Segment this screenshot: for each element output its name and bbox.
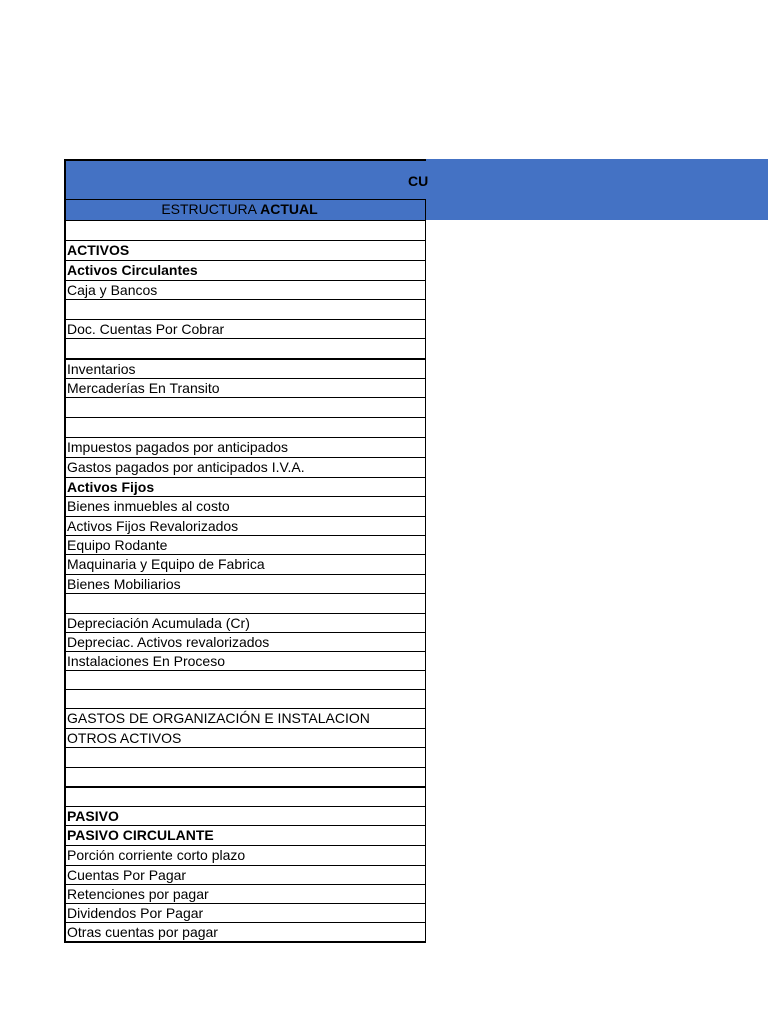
account-label: Doc. Cuentas Por Cobrar xyxy=(67,321,225,337)
empty-row[interactable] xyxy=(66,670,425,689)
account-row[interactable] xyxy=(66,477,425,496)
account-row[interactable] xyxy=(66,516,425,535)
account-row[interactable] xyxy=(66,922,425,941)
account-label: PASIVO CIRCULANTE xyxy=(67,827,214,843)
account-row[interactable] xyxy=(66,613,425,632)
account-row[interactable] xyxy=(66,457,425,477)
account-row[interactable] xyxy=(66,903,425,922)
empty-row[interactable] xyxy=(66,397,425,417)
account-label: GASTOS DE ORGANIZACIÓN E INSTALACION xyxy=(67,710,370,726)
account-label: Depreciac. Activos revalorizados xyxy=(67,634,270,650)
account-rows xyxy=(64,220,426,943)
account-label: Impuestos pagados por anticipados xyxy=(67,439,289,455)
account-label: Retenciones por pagar xyxy=(67,886,209,902)
account-label: Equipo Rodante xyxy=(67,537,168,553)
structure-header-cell[interactable] xyxy=(64,199,426,220)
header-title: CU xyxy=(408,173,429,189)
account-row[interactable] xyxy=(66,708,425,728)
account-label: OTROS ACTIVOS xyxy=(67,730,182,746)
account-row[interactable] xyxy=(66,845,425,865)
account-row[interactable] xyxy=(66,240,425,260)
account-row[interactable] xyxy=(66,535,425,554)
account-label: Caja y Bancos xyxy=(67,282,158,298)
account-row[interactable] xyxy=(66,865,425,884)
structure-label-bold: ACTUAL xyxy=(260,201,318,217)
account-row[interactable] xyxy=(66,496,425,516)
empty-row[interactable] xyxy=(66,767,425,786)
account-label: Cuentas Por Pagar xyxy=(67,867,187,883)
account-row[interactable] xyxy=(66,884,425,903)
account-label: Activos Fijos xyxy=(67,479,155,495)
account-row[interactable] xyxy=(66,280,425,299)
account-row[interactable] xyxy=(66,378,425,397)
empty-row[interactable] xyxy=(66,338,425,358)
account-row[interactable] xyxy=(66,728,425,747)
empty-row[interactable] xyxy=(66,299,425,319)
account-label: Maquinaria y Equipo de Fabrica xyxy=(67,556,265,572)
account-label: Mercaderías En Transito xyxy=(67,380,220,396)
structure-label: ESTRUCTURA xyxy=(161,201,261,217)
empty-row[interactable] xyxy=(66,417,425,437)
account-row[interactable] xyxy=(66,651,425,670)
account-label: Bienes inmuebles al costo xyxy=(67,498,230,514)
empty-row[interactable] xyxy=(66,593,425,613)
empty-row[interactable] xyxy=(66,786,425,806)
account-label: Inventarios xyxy=(67,361,136,377)
account-label: Gastos pagados por anticipados I.V.A. xyxy=(67,459,305,475)
account-label: Otras cuentas por pagar xyxy=(67,924,218,940)
account-label: Dividendos Por Pagar xyxy=(67,905,204,921)
account-row[interactable] xyxy=(66,358,425,378)
account-label: Activos Circulantes xyxy=(67,262,198,278)
account-label: ACTIVOS xyxy=(67,242,130,258)
account-row[interactable] xyxy=(66,319,425,338)
account-label: Instalaciones En Proceso xyxy=(67,653,225,669)
account-label: Activos Fijos Revalorizados xyxy=(67,518,239,534)
account-row[interactable] xyxy=(66,574,425,593)
header-title-cell[interactable] xyxy=(64,159,429,199)
account-row[interactable] xyxy=(66,806,425,825)
account-row[interactable] xyxy=(66,632,425,651)
account-row[interactable] xyxy=(66,825,425,845)
account-label: PASIVO xyxy=(67,808,119,824)
empty-row[interactable] xyxy=(66,220,425,240)
empty-row[interactable] xyxy=(66,689,425,708)
account-label: Depreciación Acumulada (Cr) xyxy=(67,615,250,631)
account-label: Porción corriente corto plazo xyxy=(67,847,246,863)
empty-row[interactable] xyxy=(66,747,425,767)
account-row[interactable] xyxy=(66,554,425,574)
account-row[interactable] xyxy=(66,260,425,280)
account-row[interactable] xyxy=(66,437,425,457)
account-label: Bienes Mobiliarios xyxy=(67,576,181,592)
